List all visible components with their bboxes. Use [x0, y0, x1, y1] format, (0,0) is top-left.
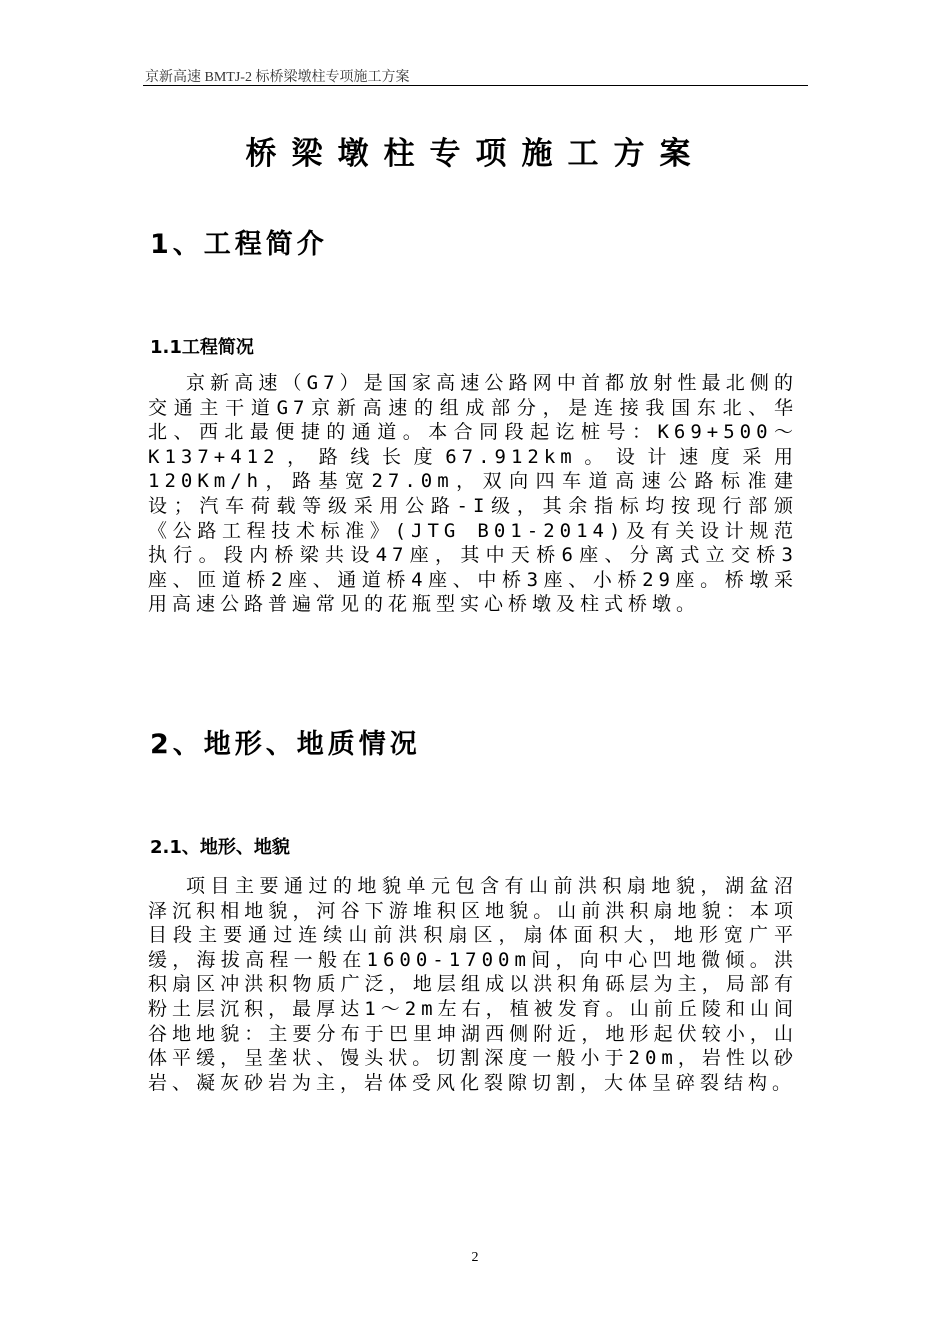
paragraph-text: 项目主要通过的地貌单元包含有山前洪积扇地貌，湖盆沼泽沉积相地貌，河谷下游堆积区地貌。山前洪积扇地貌：本项目段主要通过连续山前洪积扇区，扇体面积大，地形宽广平缓，海拔高程一般在1600-1700m间，向中心凹地微倾。洪积扇区冲洪积物质广泛，地层组成以洪积角砾层为主，局部有粉土层沉积，最厚达1～2m左右，植被发育。山前丘陵和山间谷地地貌：主要分布于巴里坤湖西侧附近，地形起伏较小，山体平缓，呈垄状、馒头状。切割深度一般小于20m，岩性以砂岩、凝灰砂岩为主，岩体受风化裂隙切割，大体呈碎裂结构。 — [148, 875, 798, 1094]
document-title: 桥梁墩柱专项施工方案 — [245, 136, 706, 172]
subsection-heading-2-1: 2.1、地形、地貌 — [150, 837, 290, 858]
section-heading-1: 1、工程简介 — [150, 229, 328, 260]
paragraph-landform — [148, 874, 798, 1095]
header-divider — [143, 85, 808, 86]
paragraph-project-overview — [148, 371, 798, 617]
paragraph-text: 京新高速（G7）是国家高速公路网中首都放射性最北侧的交通主干道G7京新高速的组成部分，是连接我国东北、华北、西北最便捷的通道。本合同段起讫桩号：K69+500～K137+412，路线长度67.912km。设计速度采用120Km/h，路基宽27.0m，双向四车道高速公路标准建设；汽车荷载等级采用公路-I级，其余指标均按现行部颁《公路工程技术标准》(JTG B01-2014)及有关设计规范执行。段内桥梁共设47座，其中天桥6座、分离式立交桥3座、匝道桥2座、通道桥4座、中桥3座、小桥29座。桥墩采用高速公路普遍常见的花瓶型实心桥墩及柱式桥墩。 — [148, 372, 798, 616]
running-header: 京新高速 BMTJ-2 标桥梁墩柱专项施工方案 — [145, 70, 410, 85]
subsection-heading-1-1: 1.1工程简况 — [150, 337, 254, 358]
section-heading-2: 2、地形、地质情况 — [150, 729, 421, 760]
page-number: 2 — [471, 1250, 479, 1265]
